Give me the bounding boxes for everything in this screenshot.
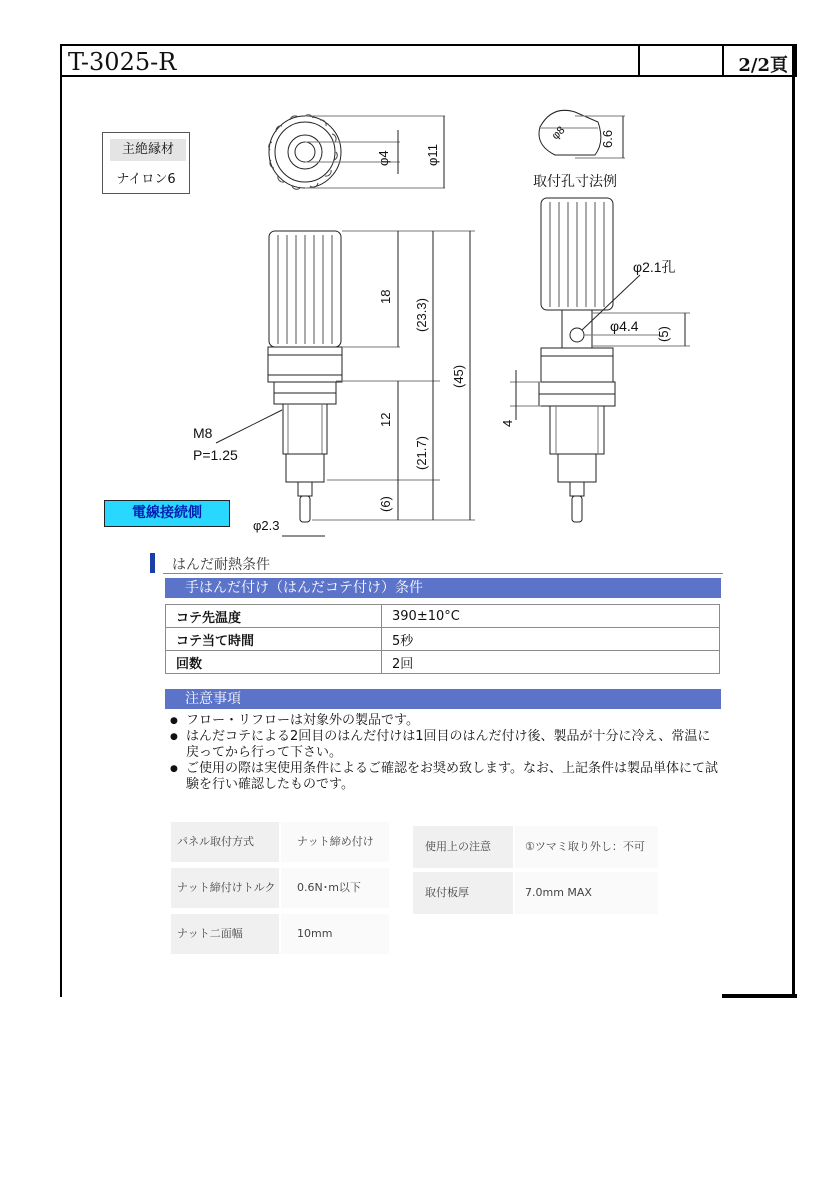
solder-band bbox=[165, 578, 721, 598]
table-row bbox=[166, 605, 720, 628]
dim-side-21-7: (21.7) bbox=[414, 436, 429, 470]
spec-value: ①ツマミ取り外し：不可 bbox=[515, 826, 658, 868]
hole-caption: 取付孔寸法例 bbox=[533, 173, 617, 189]
table-row bbox=[166, 628, 720, 651]
cond-value: 2回 bbox=[382, 651, 720, 674]
spec-table-left bbox=[171, 822, 389, 956]
cond-key: コテ当て時間 bbox=[166, 628, 382, 651]
solder-band-title: 手はんだ付け（はんだコテ付け）条件 bbox=[185, 580, 423, 596]
spec-key: ナット締付けトルク bbox=[171, 868, 279, 908]
material-label: 主絶縁材 bbox=[110, 139, 186, 161]
dim-top-1: φ4 bbox=[376, 150, 391, 166]
spec-value: 0.6N･m以下 bbox=[281, 868, 389, 908]
spec-key: ナット二面幅 bbox=[171, 914, 279, 954]
pitch-label: P=1.25 bbox=[193, 447, 238, 463]
frame-corner-bar bbox=[722, 994, 797, 998]
section-title: はんだ耐熱条件 bbox=[172, 557, 270, 573]
section-marker bbox=[150, 553, 155, 573]
cond-value: 390±10°C bbox=[382, 605, 720, 628]
wire-side-badge: 電線接続側 bbox=[104, 500, 230, 527]
dim-hole-1: φ8 bbox=[549, 124, 568, 143]
page-number: 2/2頁 bbox=[738, 55, 788, 76]
solder-conditions-table bbox=[165, 604, 720, 674]
document-number: T-3025-R bbox=[68, 48, 177, 76]
spec-key: 使用上の注意 bbox=[413, 826, 513, 868]
dim-side-45: (45) bbox=[451, 364, 466, 388]
spec-table-right bbox=[413, 826, 658, 914]
side-view-right bbox=[510, 198, 690, 522]
notes-title: 注意事項 bbox=[185, 691, 241, 707]
cond-value: 5秒 bbox=[382, 628, 720, 651]
dim-side2-5: (5) bbox=[656, 326, 671, 342]
dim-side-23-3: (23.3) bbox=[414, 298, 429, 332]
list-item: ● はんだコテによる2回目のはんだ付けは1回目のはんだ付け後、製品が十分に冷え、常温に戻ってから行って下さい。 bbox=[168, 729, 718, 761]
dim-side-18: 18 bbox=[378, 289, 393, 304]
spec-key: パネル取付方式 bbox=[171, 822, 279, 862]
pin-diameter-label: φ2.3 bbox=[253, 518, 280, 533]
notes-list bbox=[168, 713, 718, 793]
technical-drawing bbox=[0, 0, 835, 560]
spec-value: 10mm bbox=[281, 914, 389, 954]
dim-side2-4: 4 bbox=[500, 419, 515, 427]
list-item: ● フロー・リフローは対象外の製品です。 bbox=[168, 713, 718, 729]
spec-value: ナット締め付け bbox=[281, 822, 389, 862]
dim-top-2: φ11 bbox=[425, 144, 440, 166]
notes-band bbox=[165, 689, 721, 709]
spec-value: 7.0mm MAX bbox=[515, 872, 658, 914]
side-view-left bbox=[216, 231, 475, 536]
dim-side-6: (6) bbox=[378, 496, 393, 512]
dim-side-12: 12 bbox=[378, 412, 393, 427]
dim-side2-hole: φ2.1孔 bbox=[633, 259, 676, 275]
dim-hole-2: 6.6 bbox=[600, 129, 615, 148]
list-item: ● ご使用の際は実使用条件によるご確認をお奨め致します。なお、上記条件は製品単体にて試験を行い確認したものです。 bbox=[168, 761, 718, 793]
spec-key: 取付板厚 bbox=[413, 872, 513, 914]
cond-key: コテ先温度 bbox=[166, 605, 382, 628]
thread-label: M8 bbox=[193, 425, 213, 441]
cond-key: 回数 bbox=[166, 651, 382, 674]
table-row bbox=[166, 651, 720, 674]
material-value: ナイロン6 bbox=[116, 172, 176, 187]
section-rule bbox=[163, 573, 723, 574]
top-view bbox=[269, 115, 445, 190]
dim-side2-4-4: φ4.4 bbox=[610, 318, 639, 334]
